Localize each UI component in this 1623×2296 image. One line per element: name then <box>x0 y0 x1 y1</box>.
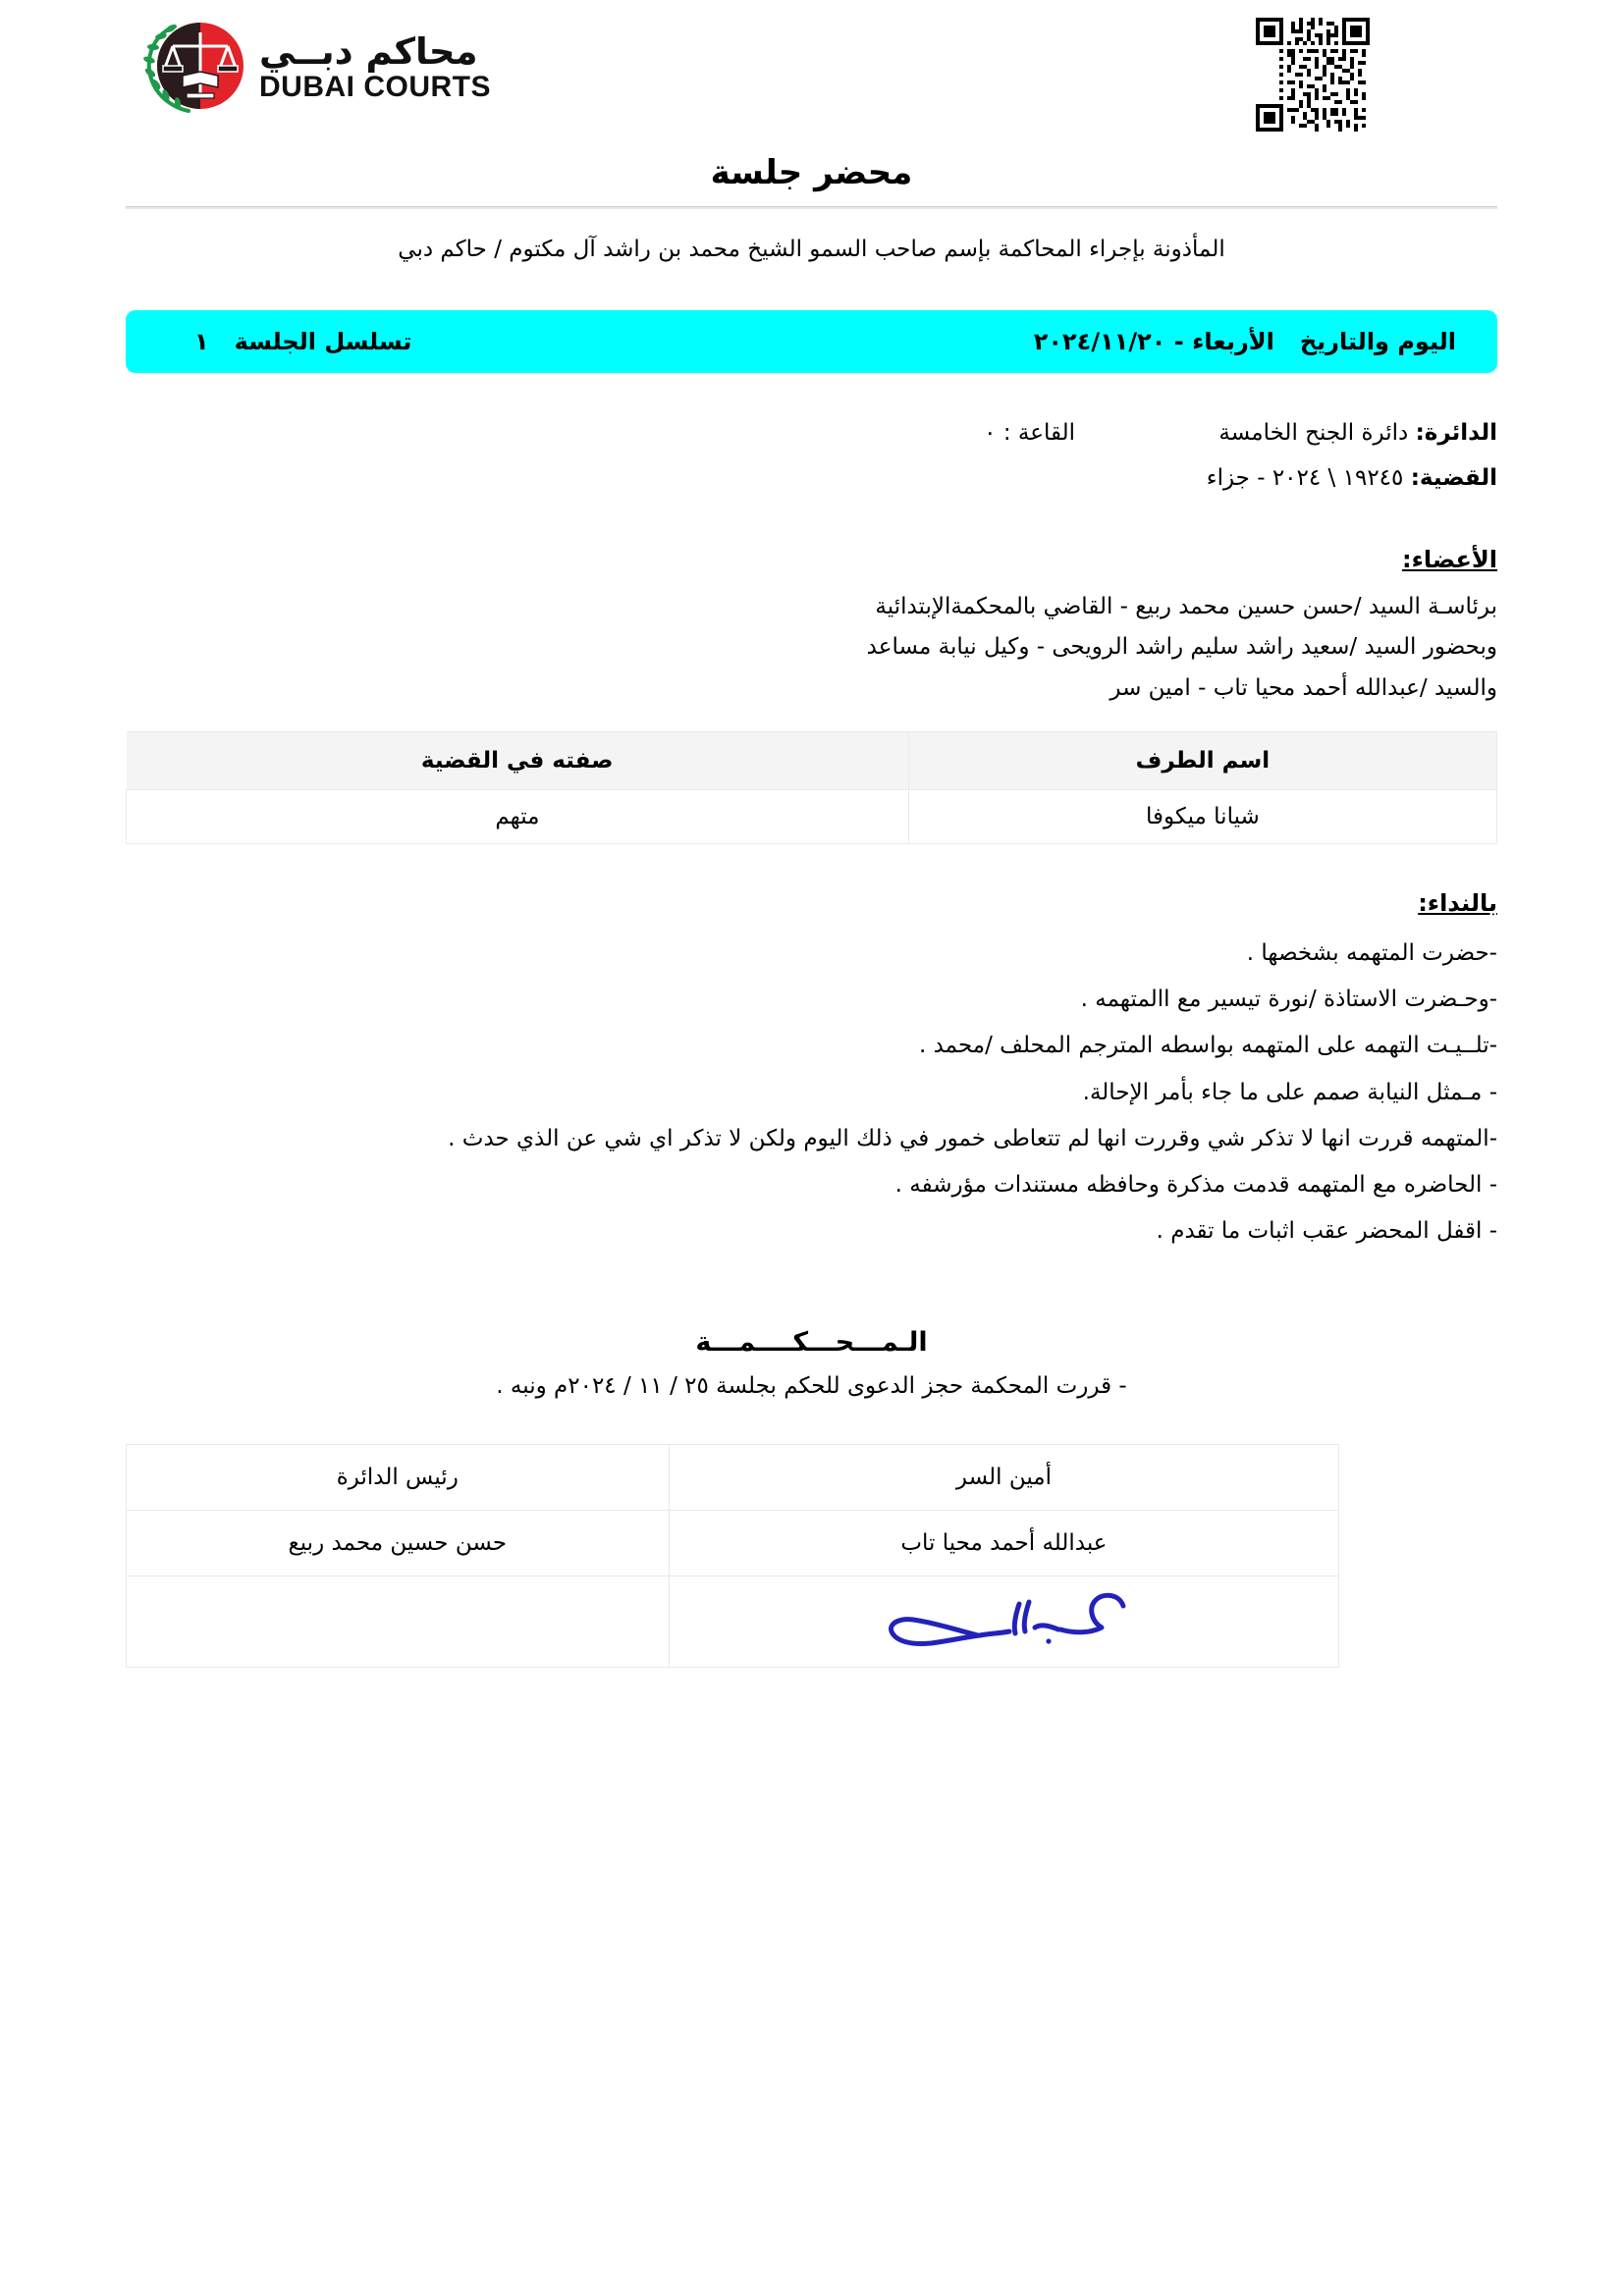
banner-date-label: اليوم والتاريخ <box>1299 327 1456 355</box>
case-number-group <box>1075 455 1497 501</box>
proceeding-line: -تلــيـت التهمه على المتهمه بواسطه المترجم المحلف /محمد . <box>918 1033 1497 1059</box>
signature-table <box>126 1444 1339 1668</box>
member-line: برئاسـة السيد /حسن حسين محمد ربيع - القاضي بالمحكمةالإبتدائية <box>875 593 1497 619</box>
signature-name-row <box>127 1511 1339 1576</box>
hall-label: القاعة : <box>1002 419 1075 446</box>
banner-sequence-value: ١ <box>194 327 209 355</box>
case-value: ١٩٢٤٥ \ ٢٠٢٤ - جزاء <box>1206 464 1404 491</box>
banner-date-group <box>1034 328 1468 355</box>
cell-party-name: شيانا ميكوفا <box>908 790 1496 844</box>
column-header-capacity: صفته في القضية <box>127 732 909 790</box>
proceeding-line: - الحاضره مع المتهمه قدمت مذكرة وحافظه مستندات مؤرشفه . <box>894 1171 1497 1198</box>
circuit-row <box>126 410 1497 455</box>
court-ruling: - قررت المحكمة حجز الدعوى للحكم بجلسة ٢٥ / ١١ / ٢٠٢٤م ونبه . <box>496 1373 1127 1400</box>
signature-header-row <box>127 1445 1339 1511</box>
signature-cell-presiding-judge <box>127 1576 670 1668</box>
banner-sequence-label: تسلسل الجلسة <box>234 327 412 355</box>
proceedings-list <box>126 931 1497 1255</box>
column-header-party-name: اسم الطرف <box>908 732 1496 790</box>
document-header <box>126 0 1497 147</box>
parties-table <box>126 731 1497 844</box>
proceeding-line: -المتهمه قررت انها لا تذكر شي وقررت انها لم تتعاطى خمور في ذلك اليوم ولكن لا تذكر اي شي عن الذي حدث . <box>448 1125 1497 1151</box>
signature-cell-secretary <box>669 1576 1339 1668</box>
proceeding-line: - مـمثل النيابة صمم على ما جاء بأمر الإحالة. <box>1082 1079 1497 1105</box>
cell-party-capacity: متهم <box>127 790 909 844</box>
table-row <box>127 790 1497 844</box>
dubai-courts-logo <box>135 14 568 122</box>
page-title: محضر جلسة <box>710 153 913 192</box>
members-list <box>126 587 1497 711</box>
signature-role-presiding-judge: رئيس الدائرة <box>127 1445 670 1511</box>
signature-name-presiding-judge: حسن حسين محمد ربيع <box>127 1511 670 1576</box>
proceeding-line: - اقفل المحضر عقب اثبات ما تقدم . <box>1156 1217 1497 1244</box>
logo-arabic-text: محاكم دبــي <box>259 30 478 73</box>
logo-english-text: DUBAI COURTS <box>259 71 491 103</box>
members-heading: الأعضاء: <box>1401 545 1497 573</box>
table-header-row <box>127 732 1497 790</box>
court-heading: الـمـــحـــكــــمـــة <box>695 1327 928 1359</box>
document-subtitle: المأذونة بإجراء المحاكمة بإسم صاحب السمو الشيخ محمد بن راشد آل مكتوم / حاكم دبي <box>398 237 1225 262</box>
title-divider <box>126 206 1497 209</box>
circuit-value: دائرة الجنح الخامسة <box>1218 419 1409 446</box>
proceeding-line: -وحـضرت الاستاذة /نورة تيسير مع االمتهمه . <box>1080 987 1497 1013</box>
proceeding-line: -حضرت المتهمه بشخصها . <box>1246 940 1497 967</box>
handwritten-signature <box>670 1576 1339 1667</box>
member-line: والسيد /عبدالله أحمد محيا تاب - امين سر <box>1109 675 1497 702</box>
qr-code <box>1256 18 1370 132</box>
signature-name-secretary: عبدالله أحمد محيا تاب <box>669 1511 1339 1576</box>
signature-role-secretary: أمين السر <box>669 1445 1339 1511</box>
hall-value: ٠ <box>984 419 997 446</box>
member-line: وبحضور السيد /سعيد راشد سليم راشد الرويحى - وكيل نيابة مساعد <box>866 634 1497 661</box>
case-label: القضية: <box>1410 464 1497 491</box>
signature-mark-row <box>127 1576 1339 1668</box>
circuit-label: الدائرة: <box>1415 419 1497 446</box>
banner-sequence-group <box>155 328 411 355</box>
circuit-group <box>1075 410 1497 455</box>
hall-group <box>984 410 1075 455</box>
case-number-row <box>126 455 1497 501</box>
case-meta <box>126 410 1497 501</box>
scales-of-justice-emblem <box>135 17 245 119</box>
banner-date-value: الأربعاء - ٢٠٢٤/١١/٢٠ <box>1033 327 1274 355</box>
session-banner <box>126 310 1497 373</box>
proceedings-heading: بالنداء: <box>1418 889 1497 918</box>
